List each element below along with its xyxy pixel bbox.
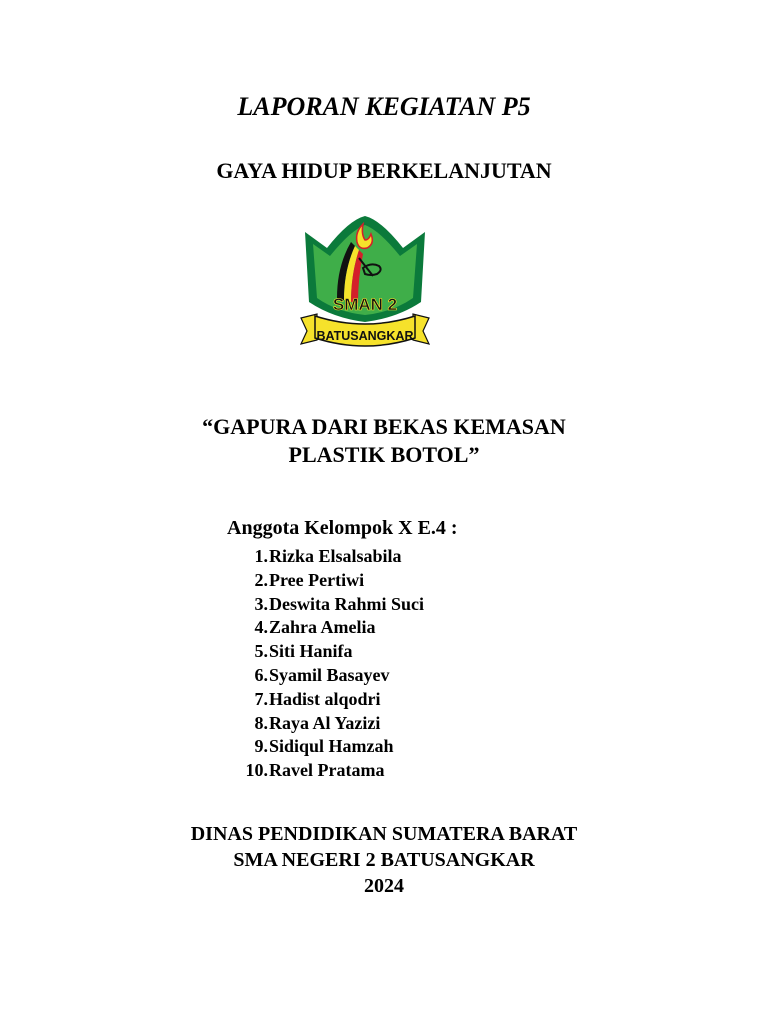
logo-ribbon-text: BATUSANGKAR bbox=[316, 329, 414, 343]
list-item: 3. Deswita Rahmi Suci bbox=[254, 593, 425, 614]
list-item: 10. Ravel Pratama bbox=[245, 760, 385, 781]
members-list bbox=[230, 545, 425, 783]
project-title bbox=[0, 413, 768, 469]
members-heading: Anggota Kelompok X E.4 : bbox=[227, 517, 458, 539]
list-item: 1. Rizka Elsalsabila bbox=[254, 546, 402, 566]
logo-top-text: SMAN 2 bbox=[332, 295, 398, 314]
report-title: LAPORAN KEGIATAN P5 bbox=[237, 92, 531, 121]
project-title-line-2: PLASTIK BOTOL” bbox=[288, 442, 480, 467]
list-item: 8. Raya Al Yazizi bbox=[254, 712, 381, 733]
project-title-line-1: “GAPURA DARI BEKAS KEMASAN bbox=[202, 414, 566, 439]
list-item: 2. Pree Pertiwi bbox=[254, 569, 365, 590]
footer-year: 2024 bbox=[364, 875, 404, 897]
list-item: 5. Siti Hanifa bbox=[254, 641, 353, 662]
list-item: 7. Hadist alqodri bbox=[254, 688, 381, 709]
institution-footer bbox=[0, 821, 768, 899]
footer-line-1: DINAS PENDIDIKAN SUMATERA BARAT bbox=[190, 823, 578, 845]
report-subtitle: GAYA HIDUP BERKELANJUTAN bbox=[216, 158, 552, 183]
list-item: 4. Zahra Amelia bbox=[254, 617, 376, 638]
footer-line-2: SMA NEGERI 2 BATUSANGKAR bbox=[233, 849, 535, 871]
school-logo bbox=[297, 214, 433, 356]
list-item: 9. Sidiqul Hamzah bbox=[254, 736, 394, 757]
list-item: 6. Syamil Basayev bbox=[254, 664, 390, 685]
